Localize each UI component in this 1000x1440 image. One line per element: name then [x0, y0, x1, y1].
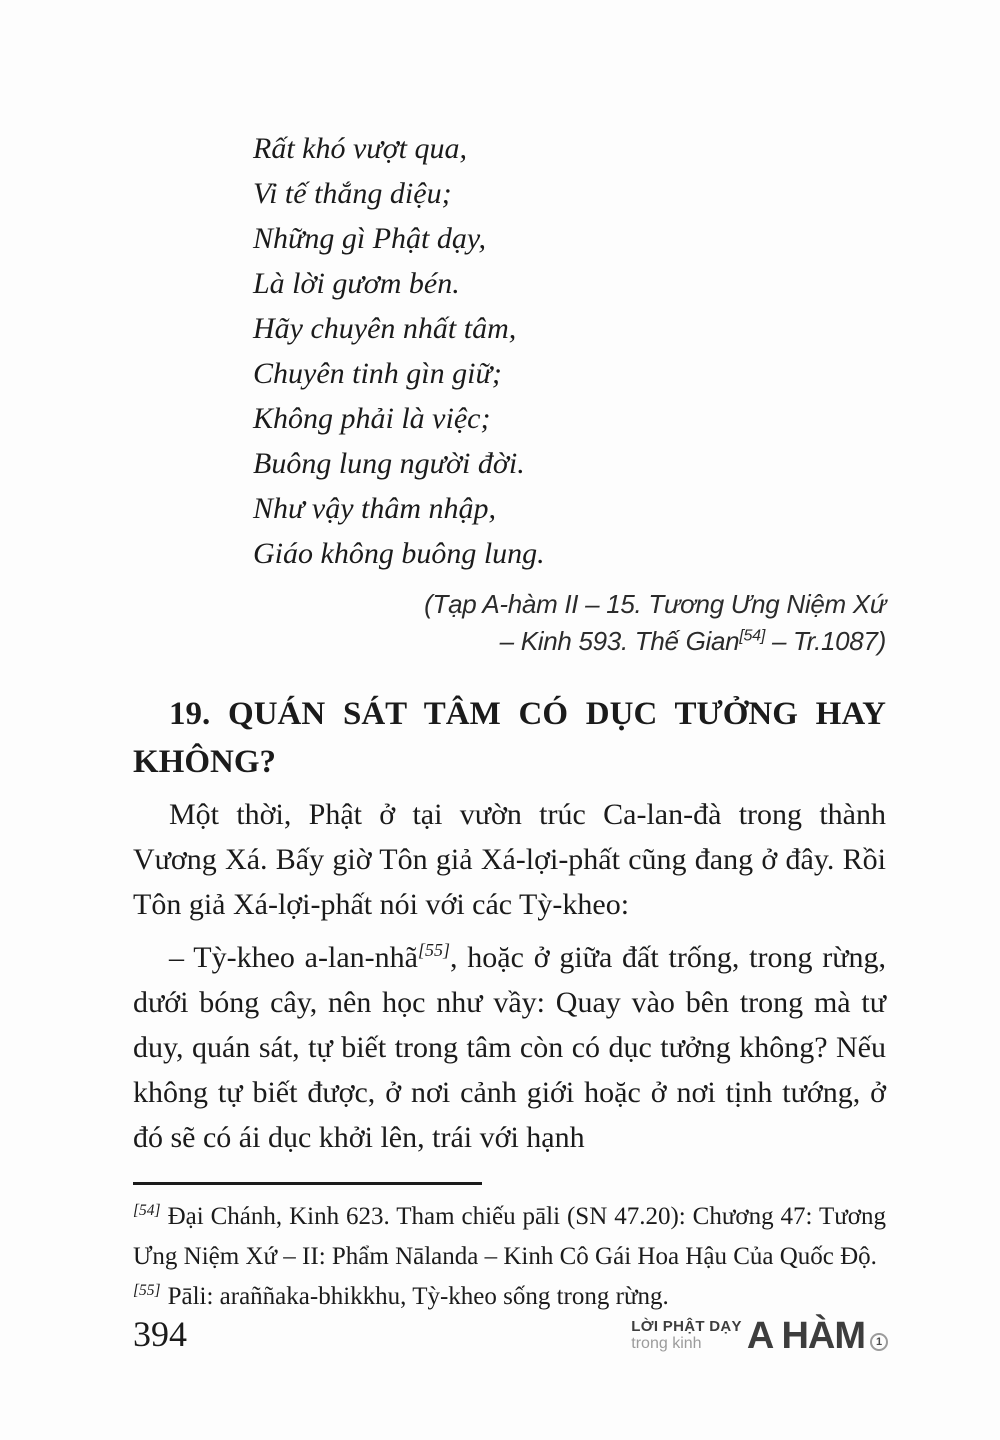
volume-badge-icon: 1	[870, 1333, 888, 1351]
footnote-text: Pāli: araññaka-bhikkhu, Tỳ-kheo sống trong rừng.	[167, 1283, 669, 1310]
logo-title-main: A HÀM	[746, 1314, 865, 1357]
source-citation	[133, 586, 886, 660]
verse-line: Là lời gươm bén.	[253, 267, 460, 300]
citation-line-2	[133, 623, 886, 660]
verse-line: Giáo không buông lung.	[253, 537, 545, 570]
verse-line: Những gì Phật dạy,	[253, 222, 487, 255]
footnote	[133, 1277, 886, 1317]
verse-line: Rất khó vượt qua,	[253, 132, 467, 165]
footnote-divider	[133, 1182, 482, 1185]
paragraph-text: , hoặc ở giữa đất trống, trong rừng, dưới bóng cây, nên học như vầy: Quay vào bên trong mà tư duy, quán sát, tự biết trong tâm còn có dục tưởng không? Nếu không tự biết được, ở nơi cảnh giới hoặc ở nơi tịnh tướng, ở đó sẽ có ái dục khởi lên, trái với hạnh	[133, 941, 886, 1154]
logo-title-top: LỜI PHẬT DẠY	[631, 1318, 742, 1335]
logo-title-sub: trong kinh	[631, 1335, 702, 1352]
citation-text: – Kinh 593. Thế Gian	[499, 626, 740, 656]
verse-line: Hãy chuyên nhất tâm,	[253, 312, 517, 345]
verse-line: Buông lung người đời.	[253, 447, 525, 480]
footnote-ref-55: [55]	[417, 940, 450, 960]
verse-block	[133, 126, 886, 576]
section-heading-line-1: 19. QUÁN SÁT TÂM CÓ DỤC TƯỞNG HAY	[169, 696, 886, 732]
section-heading-line-2: KHÔNG?	[133, 744, 277, 780]
verse-line: Không phải là việc;	[253, 402, 491, 435]
paragraph	[133, 935, 886, 1160]
footnote-ref-54: [54]	[739, 626, 766, 645]
section-heading	[133, 690, 886, 786]
publisher-logo	[631, 1314, 888, 1357]
footnote	[133, 1197, 886, 1277]
verse-line: Chuyên tinh gìn giữ;	[253, 357, 502, 390]
paragraph-text: – Tỳ-kheo a-lan-nhã	[169, 941, 418, 974]
page-number: 394	[133, 1314, 187, 1354]
text-block	[133, 126, 886, 1317]
page-footer	[133, 1314, 888, 1357]
footnote-text: Đại Chánh, Kinh 623. Tham chiếu pāli (SN 47.20): Chương 47: Tương Ưng Niệm Xứ – II: Phẩm Nālanda – Kinh Cô Gái Hoa Hậu Của Quốc Độ.	[133, 1203, 886, 1270]
footnote-marker: [55]	[133, 1281, 161, 1299]
logo-text-stack	[631, 1319, 742, 1352]
verse-line: Như vậy thâm nhập,	[253, 492, 497, 525]
citation-text: – Tr.1087)	[765, 626, 886, 656]
paragraph: Một thời, Phật ở tại vườn trúc Ca-lan-đà trong thành Vương Xá. Bấy giờ Tôn giả Xá-lợi-phất cũng đang ở đây. Rồi Tôn giả Xá-lợi-phất nói với các Tỳ-kheo:	[133, 798, 886, 921]
citation-line-1: (Tạp A-hàm II – 15. Tương Ưng Niệm Xứ	[424, 589, 886, 619]
verse-line: Vi tế thắng diệu;	[253, 177, 452, 210]
footnote-marker: [54]	[133, 1201, 161, 1219]
